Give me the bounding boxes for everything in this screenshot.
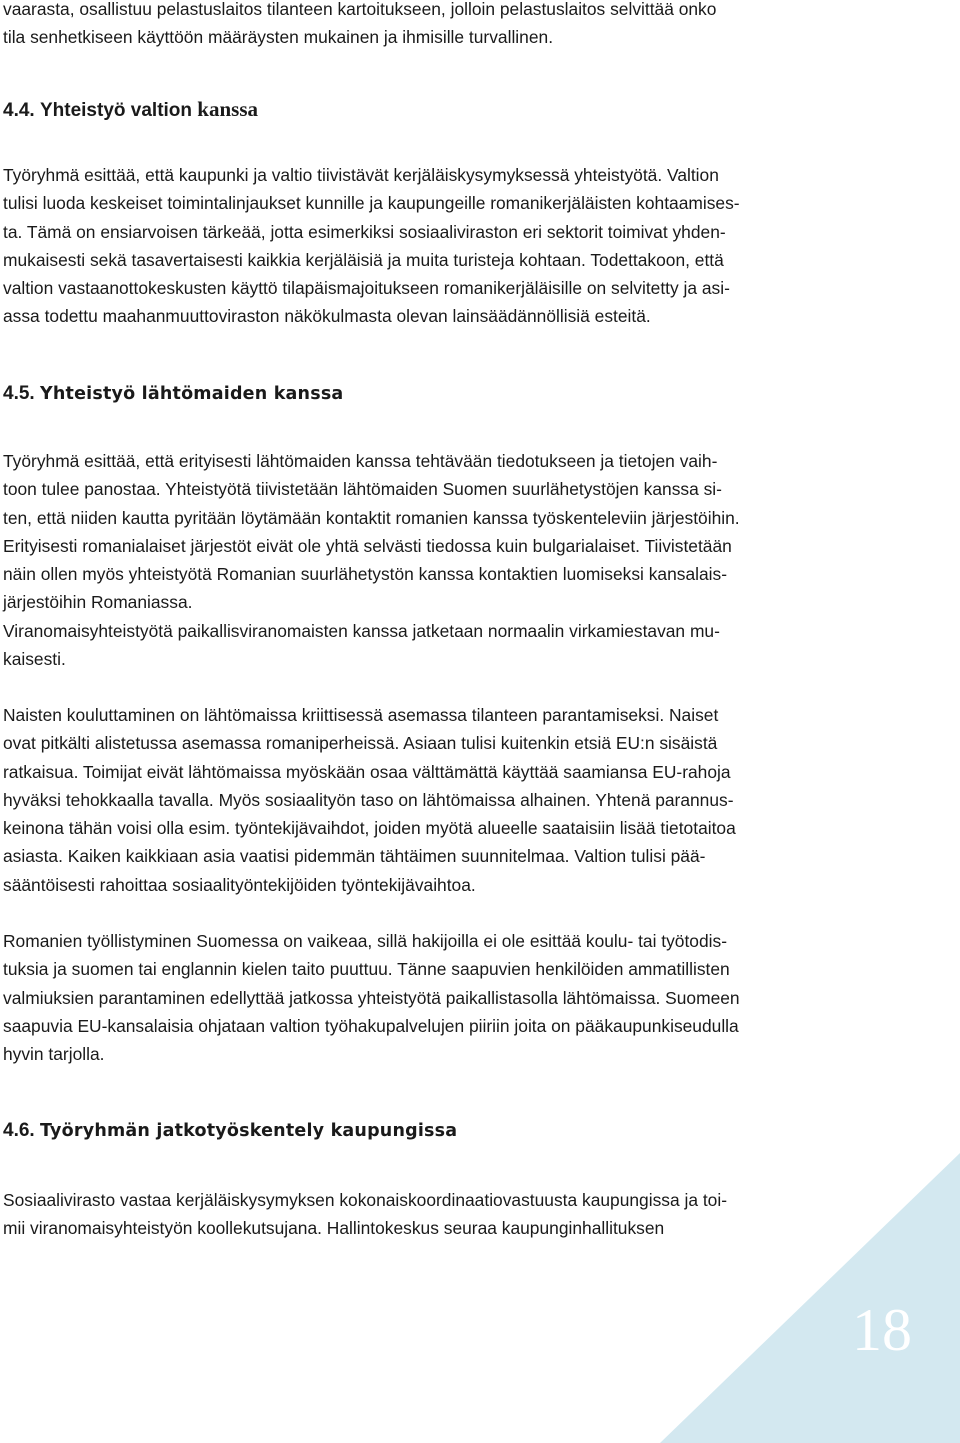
text-line: tulisi luoda keskeiset toimintalinjaukset kunnille ja kaupungeille romanikerjäläisten kohtaamises- (3, 193, 740, 214)
text-line: Romanien työllistyminen Suomessa on vaikeaa, sillä hakijoilla ei ole esittää koulu- tai työtodis- (3, 931, 728, 951)
text-line: hyväksi tehokkaalla tavalla. Myös sosiaalityön taso on lähtömaissa alhainen. Yhtenä parannus- (3, 789, 734, 810)
text-line: mii viranomaisyhteistyön koollekutsujana. Hallintokeskus seuraa kaupunginhallituksen (3, 1218, 665, 1239)
text-line: valmiuksien parantaminen edellyttää jatkossa yhteistyötä paikallistasolla lähtömaissa. Suomeen (3, 987, 740, 1008)
section-heading-4-5 (3, 380, 343, 408)
text-line: ten, että niiden kautta pyritään löytämään kontaktit romanien kanssa työskenteleviin järjestöihin. (3, 507, 740, 528)
section-heading-4-4 (3, 95, 258, 125)
section-4-4-paragraph (3, 161, 740, 331)
text-line: vaarasta, osallistuu pelastuslaitos tilanteen kartoitukseen, jolloin pelastuslaitos selvittää onko (3, 0, 717, 19)
section-title-part: Yhteistyö valtion (39, 100, 193, 121)
text-line: Naisten kouluttaminen on lähtömaissa kriittisessä asemassa tilanteen parantamiseksi. Naiset (3, 705, 719, 725)
text-line: assa todettu maahanmuuttoviraston näkökulmasta olevan lainsäädännöllisiä esteitä. (3, 306, 651, 327)
section-heading-4-6 (3, 1117, 457, 1145)
section-title: Yhteistyö lähtömaiden kanssa (39, 384, 344, 404)
text-line: Työryhmä esittää, että erityisesti lähtömaiden kanssa tehtävään tiedotukseen ja tietojen vaih- (3, 451, 718, 471)
section-number: 4.6. (3, 1120, 35, 1141)
text-line: Erityisesti romanialaiset järjestöt eivät ole yhtä selvästi tiedossa kuin bulgarialaiset. Tiivistetään (3, 535, 732, 556)
section-number: 4.5. (3, 383, 35, 404)
section-4-5-paragraph-2 (3, 701, 736, 899)
section-4-6-paragraph (3, 1186, 727, 1243)
text-line: valtion vastaanottokeskusten käyttö tilapäismajoitukseen romanikerjäläisille on selvitetty ja asi- (3, 278, 730, 299)
section-title: Työryhmän jatkotyöskentely kaupungissa (39, 1121, 458, 1141)
text-line: hyvin tarjolla. (3, 1044, 105, 1065)
text-line: näin ollen myös yhteistyötä Romanian suurlähetystön kanssa kontaktien luomiseksi kansalais- (3, 564, 728, 585)
text-line: toon tulee panostaa. Yhteistyötä tiivistetään lähtömaiden Suomen suurlähetystöjen kanssa si- (3, 479, 722, 500)
text-line: asiasta. Kaiken kaikkiaan asia vaatisi pidemmän tähtäimen suunnitelmaa. Valtion tulisi pää- (3, 846, 706, 867)
text-line: saapuvia EU-kansalaisia ohjataan valtion työhakupalvelujen piiriin joita on pääkaupunkiseudulla (3, 1015, 739, 1036)
text-line: Sosiaalivirasto vastaa kerjäläiskysymyksen kokonaiskoordinaatiovastuusta kaupungissa ja toi- (3, 1190, 728, 1210)
text-line: tila senhetkiseen käyttöön määräysten mukainen ja ihmisille turvallinen. (3, 27, 554, 48)
text-line: kaisesti. (3, 649, 66, 670)
text-line: tuksia ja suomen tai englannin kielen taito puuttuu. Tänne saapuvien henkilöiden ammatillisten (3, 959, 730, 980)
intro-paragraph (3, 0, 716, 52)
text-line: Työryhmä esittää, että kaupunki ja valtio tiivistävät kerjäläiskysymyksessä yhteistyötä. Valtion (3, 165, 719, 185)
section-4-5-paragraph-1 (3, 447, 740, 673)
text-line: mukaisesti sekä tasavertaisesti kaikkia kerjäläisiä ja muita turisteja kohtaan. Todettakoon, että (3, 249, 724, 270)
text-line: sääntöisesti rahoittaa sosiaalityöntekijöiden työntekijävaihtoa. (3, 874, 476, 895)
text-line: järjestöihin Romaniassa. (3, 592, 193, 613)
text-line: ovat pitkälti alistetussa asemassa romaniperheissä. Asiaan tulisi kuitenkin etsiä EU:n sisäistä (3, 733, 718, 754)
section-4-5-paragraph-3 (3, 927, 740, 1068)
page-number: 18 (852, 1297, 912, 1363)
text-line: keinona tähän voisi olla esim. työntekijävaihdot, joiden myötä alueelle saataisiin lisää tietotaitoa (3, 818, 736, 839)
section-number: 4.4. (3, 100, 35, 121)
text-line: ratkaisua. Toimijat eivät lähtömaissa myöskään osaa välttämättä käyttää saamiansa EU-rahoja (3, 761, 731, 782)
text-line: ta. Tämä on ensiarvoisen tärkeää, jotta esimerkiksi sosiaaliviraston eri sektorit toimivat yhden- (3, 221, 726, 242)
text-line: Viranomaisyhteistyötä paikallisviranomaisten kanssa jatketaan normaalin virkamiestavan mu- (3, 620, 720, 641)
section-title-part: kanssa (197, 97, 258, 121)
